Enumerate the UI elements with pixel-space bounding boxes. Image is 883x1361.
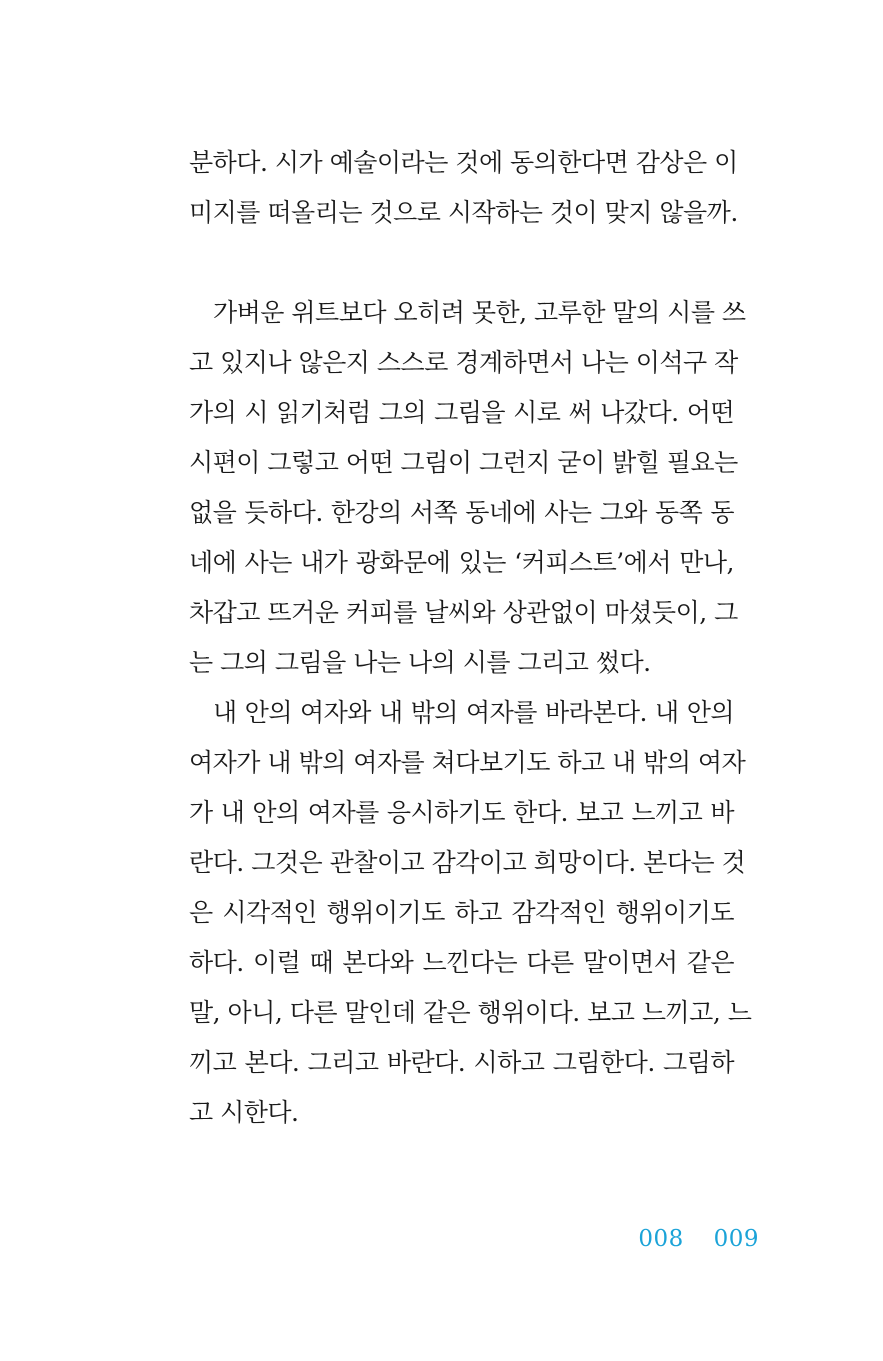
text-line: 는 그의 그림을 나는 나의 시를 그리고 썼다.	[189, 648, 651, 677]
text-block	[189, 138, 752, 1138]
text-line: 분하다. 시가 예술이라는 것에 동의한다면 감상은 이	[189, 148, 738, 177]
text-line: 차갑고 뜨거운 커피를 날씨와 상관없이 마셨듯이, 그	[189, 598, 738, 627]
paragraph-2	[189, 288, 746, 688]
page-numbers	[638, 1226, 759, 1252]
text-line: 끼고 본다. 그리고 바란다. 시하고 그림한다. 그림하	[189, 1048, 734, 1077]
text-line: 고 있지나 않은지 스스로 경계하면서 나는 이석구 작	[189, 348, 738, 377]
text-line: 내 안의 여자와 내 밖의 여자를 바라본다. 내 안의	[213, 698, 734, 727]
text-line: 네에 사는 내가 광화문에 있는 ‘커피스트’에서 만나,	[189, 548, 734, 577]
paragraph-3	[189, 688, 752, 1138]
text-line: 가의 시 읽기처럼 그의 그림을 시로 써 나갔다. 어떤	[189, 398, 734, 427]
text-line: 하다. 이럴 때 본다와 느낀다는 다른 말이면서 같은	[189, 948, 734, 977]
text-line: 여자가 내 밖의 여자를 쳐다보기도 하고 내 밖의 여자	[189, 748, 746, 777]
text-line: 없을 듯하다. 한강의 서쪽 동네에 사는 그와 동쪽 동	[189, 498, 734, 527]
page-number-left: 008	[638, 1226, 684, 1252]
text-line: 가 내 안의 여자를 응시하기도 한다. 보고 느끼고 바	[189, 798, 734, 827]
paragraph-1	[189, 138, 738, 238]
text-line: 가벼운 위트보다 오히려 못한, 고루한 말의 시를 쓰	[213, 298, 746, 327]
text-line: 란다. 그것은 관찰이고 감각이고 희망이다. 본다는 것	[189, 848, 746, 877]
text-line: 말, 아니, 다른 말인데 같은 행위이다. 보고 느끼고, 느	[189, 998, 752, 1027]
text-line: 은 시각적인 행위이기도 하고 감각적인 행위이기도	[189, 898, 734, 927]
page-number-right: 009	[713, 1226, 759, 1252]
text-line: 미지를 떠올리는 것으로 시작하는 것이 맞지 않을까.	[189, 198, 738, 227]
text-line: 고 시한다.	[189, 1098, 299, 1127]
paragraph-gap	[189, 238, 734, 288]
text-line: 시편이 그렇고 어떤 그림이 그런지 굳이 밝힐 필요는	[189, 448, 738, 477]
